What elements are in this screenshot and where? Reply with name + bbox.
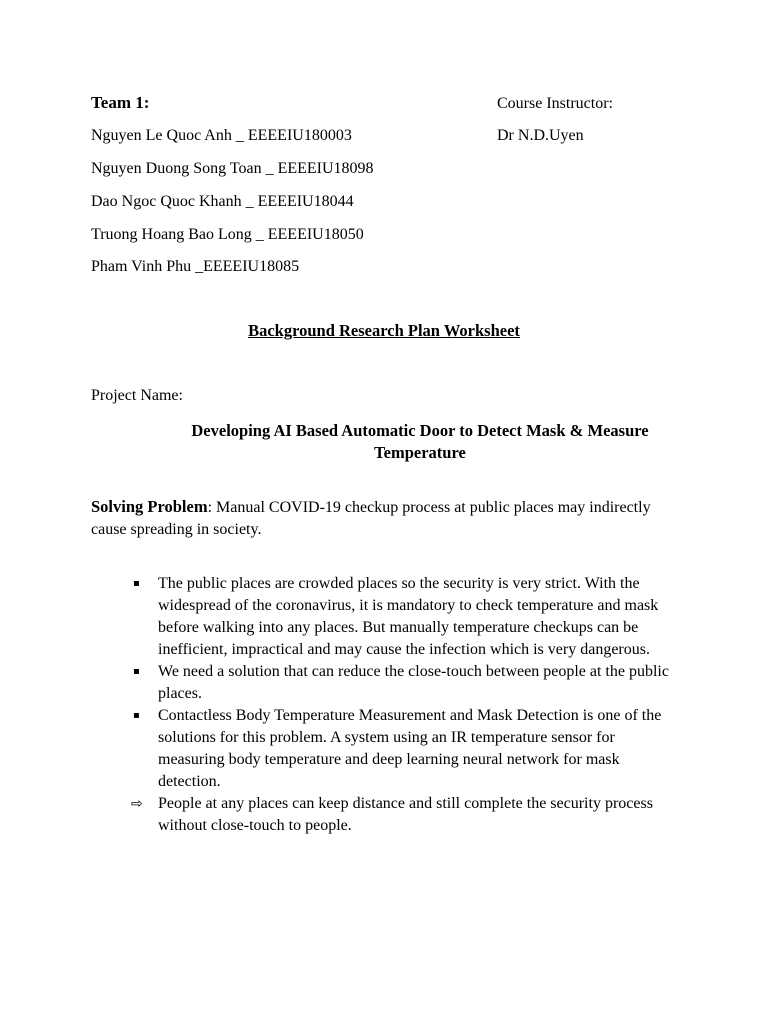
square-bullet-icon: ▪ — [133, 666, 140, 677]
bullet-item — [133, 661, 673, 705]
bullet-item — [133, 705, 673, 793]
worksheet-title: Background Research Plan Worksheet — [248, 321, 520, 340]
bullet-list — [133, 573, 673, 837]
team-member: Pham Vinh Phu _EEEEIU18085 — [91, 258, 300, 275]
problem-text: : Manual COVID-19 checkup process at public places may indirectly cause spreading in society. — [91, 499, 651, 538]
project-name: Developing AI Based Automatic Door to Detect Mask & Measure Temperature — [191, 421, 649, 462]
bullet-item — [133, 793, 673, 837]
team-title: Team 1: — [91, 93, 150, 112]
instructor-label: Course Instructor: — [497, 95, 613, 112]
bullet-text: We need a solution that can reduce the close-touch between people at the public places. — [158, 663, 669, 702]
square-bullet-icon: ▪ — [133, 578, 140, 589]
problem-statement — [91, 496, 671, 541]
bullet-item — [133, 573, 673, 661]
team-member: Nguyen Le Quoc Anh _ EEEEIU180003 — [91, 127, 352, 144]
bullet-text: Contactless Body Temperature Measurement and Mask Detection is one of the solutions for this problem. A system using an IR temperature sensor for measuring body temperature and deep learning neural network for mask detection. — [158, 707, 662, 790]
arrow-right-icon: ⇨ — [131, 796, 143, 812]
instructor-name: Dr N.D.Uyen — [497, 127, 584, 144]
bullet-text: People at any places can keep distance and still complete the security process without close-touch to people. — [158, 795, 653, 834]
square-bullet-icon: ▪ — [133, 710, 140, 721]
team-member: Truong Hoang Bao Long _ EEEEIU18050 — [91, 226, 364, 243]
project-label: Project Name: — [91, 387, 183, 404]
team-member: Nguyen Duong Song Toan _ EEEEIU18098 — [91, 160, 374, 177]
problem-label: Solving Problem — [91, 497, 208, 516]
bullet-text: The public places are crowded places so the security is very strict. With the widespread of the coronavirus, it is mandatory to check temperature and mask before walking into any places. But manually temperature checkups can be inefficient, impractical and may cause the infection which is very dangerous. — [158, 575, 659, 658]
team-member: Dao Ngoc Quoc Khanh _ EEEEIU18044 — [91, 193, 354, 210]
